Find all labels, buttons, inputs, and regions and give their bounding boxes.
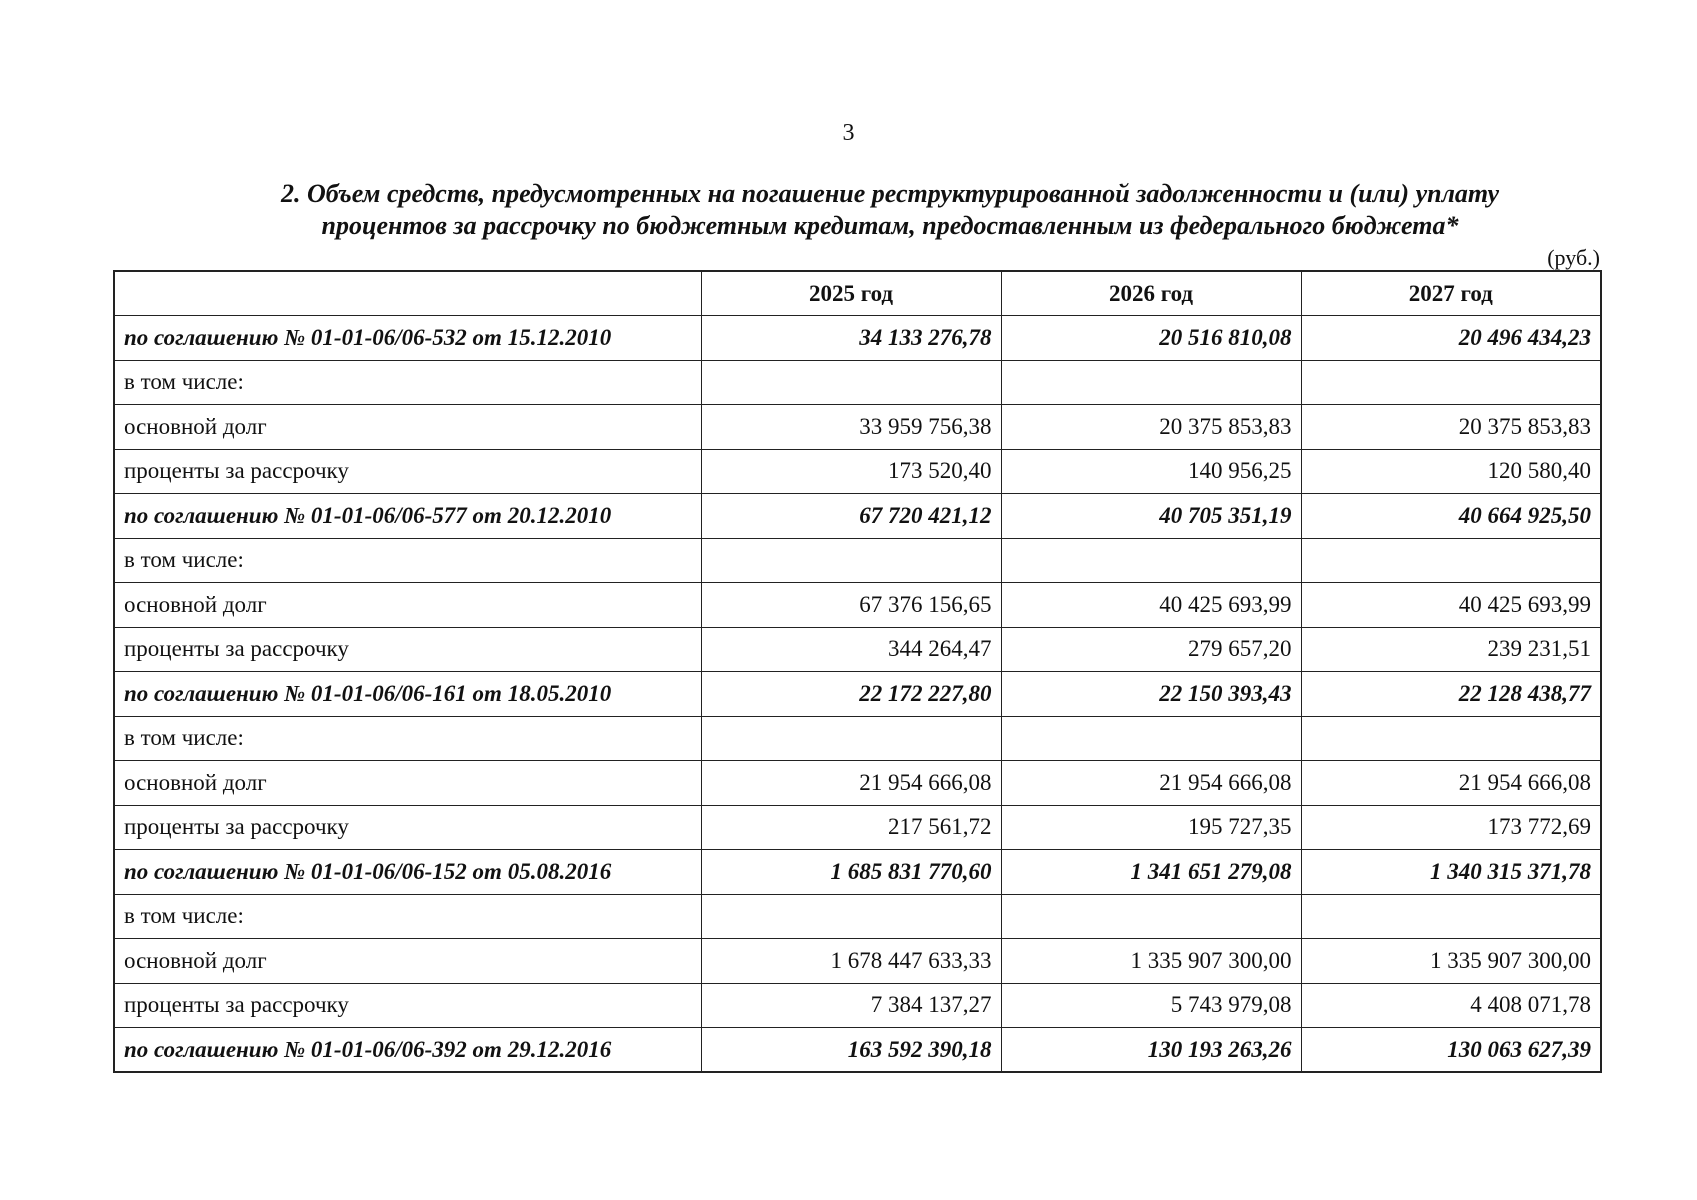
value-2027: 21 954 666,08 [1301,761,1601,806]
value-2025 [701,716,1001,761]
value-2027: 1 340 315 371,78 [1301,850,1601,895]
value-2027: 120 580,40 [1301,449,1601,494]
row-label: основной долг [114,405,701,450]
value-2025 [701,538,1001,583]
row-label: в том числе: [114,538,701,583]
value-2025: 33 959 756,38 [701,405,1001,450]
table-row-subheader [114,538,1601,583]
value-2026: 1 335 907 300,00 [1001,939,1301,984]
table-row-agreement [114,494,1601,539]
value-2027: 4 408 071,78 [1301,983,1601,1028]
value-2026: 40 425 693,99 [1001,583,1301,628]
value-2026: 40 705 351,19 [1001,494,1301,539]
row-label: по соглашению № 01-01-06/06-577 от 20.12.2010 [114,494,701,539]
value-2027: 40 664 925,50 [1301,494,1601,539]
value-2025: 163 592 390,18 [701,1028,1001,1073]
value-2026 [1001,538,1301,583]
value-2025: 344 264,47 [701,627,1001,672]
table-row-subheader [114,894,1601,939]
header-2025: 2025 год [701,271,1001,316]
table-header-row [114,271,1601,316]
value-2027: 1 335 907 300,00 [1301,939,1601,984]
value-2025: 67 720 421,12 [701,494,1001,539]
table-row-agreement [114,850,1601,895]
value-2026: 279 657,20 [1001,627,1301,672]
table-row-agreement [114,672,1601,717]
value-2026 [1001,894,1301,939]
table-row-interest [114,627,1601,672]
section-heading [160,178,1620,242]
page-number: 3 [842,120,855,146]
value-2026: 1 341 651 279,08 [1001,850,1301,895]
table-row-agreement [114,316,1601,361]
row-label: проценты за рассрочку [114,805,701,850]
value-2026: 130 193 263,26 [1001,1028,1301,1073]
header-label-cell [114,271,701,316]
value-2025: 7 384 137,27 [701,983,1001,1028]
value-2027: 20 496 434,23 [1301,316,1601,361]
row-label: проценты за рассрочку [114,627,701,672]
row-label: основной долг [114,761,701,806]
value-2027: 130 063 627,39 [1301,1028,1601,1073]
value-2027: 40 425 693,99 [1301,583,1601,628]
row-label: по соглашению № 01-01-06/06-161 от 18.05.2010 [114,672,701,717]
value-2026 [1001,360,1301,405]
value-2026: 140 956,25 [1001,449,1301,494]
value-2026: 195 727,35 [1001,805,1301,850]
value-2026: 20 516 810,08 [1001,316,1301,361]
row-label: по соглашению № 01-01-06/06-152 от 05.08.2016 [114,850,701,895]
section-heading-line-2: процентов за рассрочку по бюджетным кредитам, предоставленным из федерального бюджета* [321,211,1459,240]
row-label: проценты за рассрочку [114,983,701,1028]
row-label: основной долг [114,583,701,628]
row-label: проценты за рассрочку [114,449,701,494]
table-row-agreement [114,1028,1601,1073]
value-2027: 239 231,51 [1301,627,1601,672]
value-2025: 21 954 666,08 [701,761,1001,806]
value-2025: 67 376 156,65 [701,583,1001,628]
row-label: в том числе: [114,894,701,939]
value-2027 [1301,894,1601,939]
value-2027 [1301,538,1601,583]
value-2025: 22 172 227,80 [701,672,1001,717]
value-2025: 1 678 447 633,33 [701,939,1001,984]
table-row-interest [114,449,1601,494]
row-label: основной долг [114,939,701,984]
value-2027: 20 375 853,83 [1301,405,1601,450]
row-label: по соглашению № 01-01-06/06-532 от 15.12.2010 [114,316,701,361]
section-heading-line-1: 2. Объем средств, предусмотренных на погашение реструктурированной задолженности и (или) уплату [280,179,1500,208]
table-row-subheader [114,360,1601,405]
value-2026 [1001,716,1301,761]
value-2026: 5 743 979,08 [1001,983,1301,1028]
header-2026: 2026 год [1001,271,1301,316]
table-row-interest [114,805,1601,850]
value-2025: 1 685 831 770,60 [701,850,1001,895]
value-2025: 173 520,40 [701,449,1001,494]
value-2027: 22 128 438,77 [1301,672,1601,717]
value-2027 [1301,716,1601,761]
value-2027: 173 772,69 [1301,805,1601,850]
value-2026: 21 954 666,08 [1001,761,1301,806]
table-body [114,316,1601,1073]
row-label: в том числе: [114,716,701,761]
row-label: по соглашению № 01-01-06/06-392 от 29.12.2016 [114,1028,701,1073]
table-row-principal [114,761,1601,806]
value-2025 [701,360,1001,405]
value-2025 [701,894,1001,939]
value-2026: 20 375 853,83 [1001,405,1301,450]
header-2027: 2027 год [1301,271,1601,316]
table-row-principal [114,583,1601,628]
value-2027 [1301,360,1601,405]
repayment-table [113,270,1602,1073]
table-row-interest [114,983,1601,1028]
table-row-principal [114,939,1601,984]
value-2026: 22 150 393,43 [1001,672,1301,717]
value-2025: 34 133 276,78 [701,316,1001,361]
table-row-subheader [114,716,1601,761]
currency-unit-note: (руб.) [1547,245,1600,270]
row-label: в том числе: [114,360,701,405]
table-row-principal [114,405,1601,450]
value-2025: 217 561,72 [701,805,1001,850]
